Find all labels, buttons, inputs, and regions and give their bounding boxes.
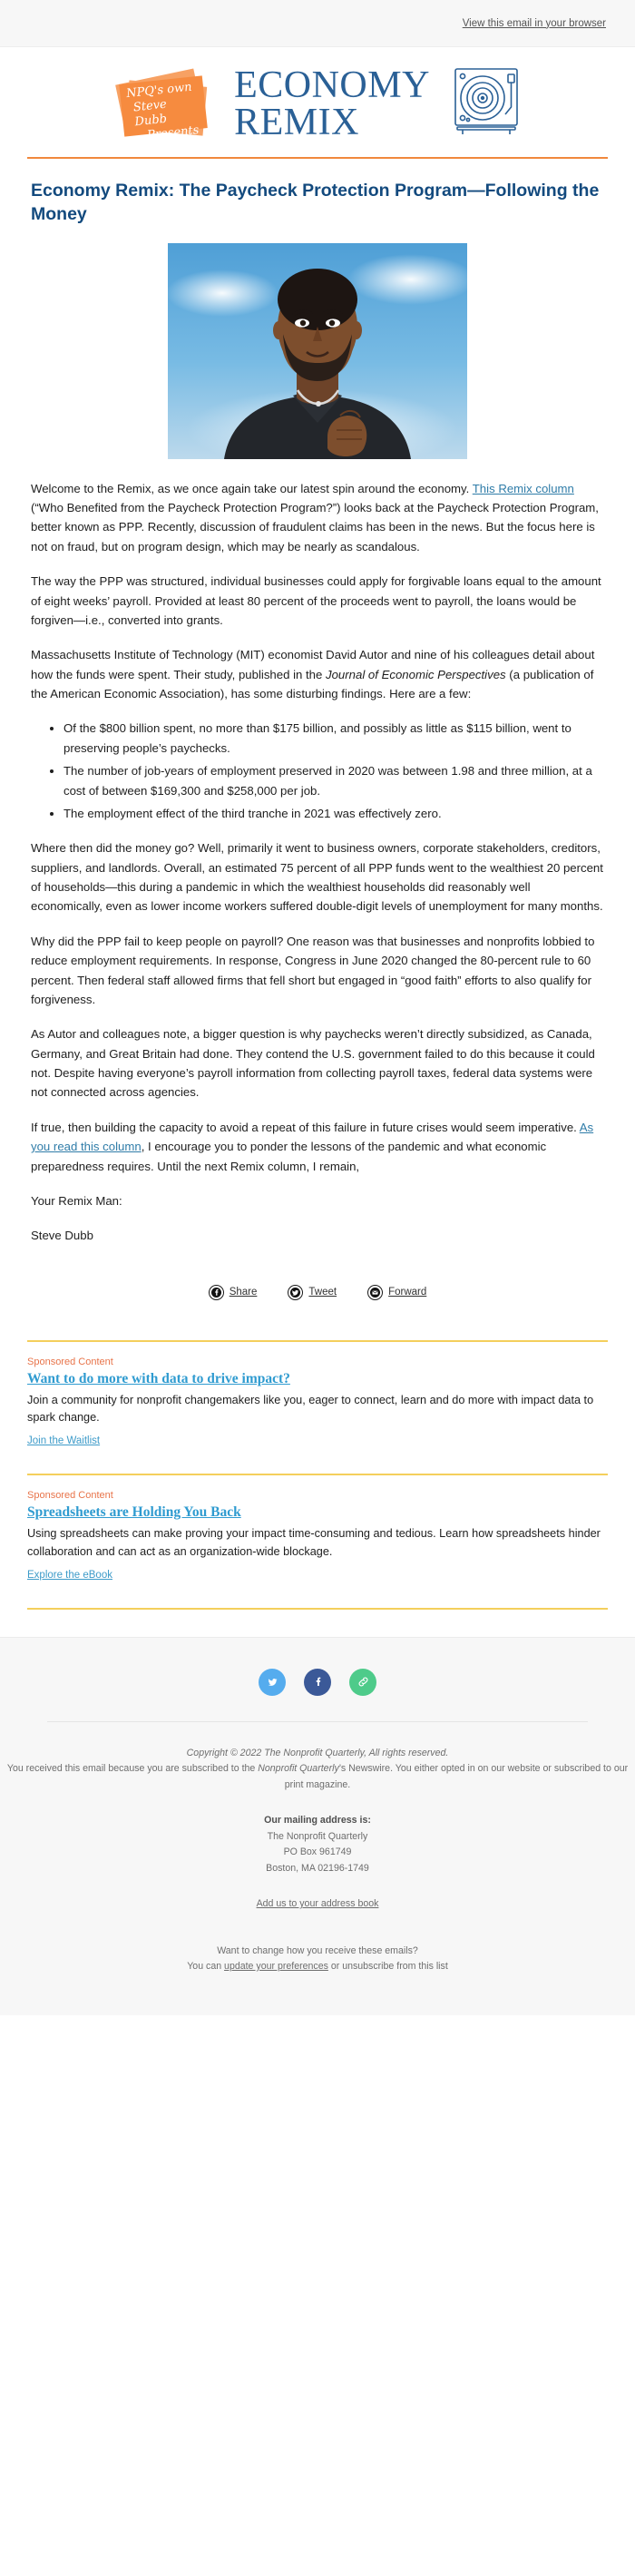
as-you-read-this-column-link[interactable]: As you read this column (31, 1120, 594, 1154)
paragraph-text: (“Who Benefited from the Paycheck Protection Program?”) looks back at the Paycheck Protection Program, better known as PPP. Recently, discussion of fraudulent claims has been in the news. But the focus here is not on fraud, but on program design, which may be nearly as scandalous. (31, 501, 599, 553)
footer-address-block (0, 1813, 635, 1876)
update-preferences-link[interactable]: update your preferences (224, 1961, 328, 1973)
facebook-icon (209, 1285, 224, 1300)
turntable-icon (454, 67, 519, 141)
reason-prefix: You received this email because you are subscribed to the (6, 1763, 259, 1775)
address-line: The Nonprofit Quarterly (267, 1830, 368, 1842)
paragraph-text: Why did the PPP fail to keep people on payroll? One reason was that businesses and nonprofits lobbied to reduce employment requirements. In response, Congress in June 2020 changed the 80-percent rule to 60 percent. Then federal staff allowed firms that fell short but engaged in “good faith” efforts to also qualify for forgiveness. (31, 934, 595, 1006)
view-in-browser-link[interactable]: View this email in your browser (462, 17, 606, 29)
footer-social-row (0, 1669, 635, 1696)
footer-divider (47, 1721, 588, 1722)
sponsored-kicker: Sponsored Content (27, 1490, 113, 1502)
sticker-line-2: Steve Dubb (132, 97, 168, 129)
paragraph-text: Welcome to the Remix, as we once again take our latest spin around the economy. (31, 481, 473, 495)
sticker-line-1: NPQ's own (125, 80, 193, 101)
sponsored-headline-link[interactable]: Spreadsheets are Holding You Back (27, 1504, 241, 1521)
footer-website-link-button[interactable] (349, 1669, 376, 1696)
paragraph (31, 838, 604, 916)
share-label: Share (229, 1287, 258, 1298)
preferences-question: Want to change how you receive these emails? (217, 1944, 418, 1956)
signoff-name: Steve Dubb (31, 1229, 93, 1243)
share-twitter-button[interactable] (288, 1285, 337, 1300)
share-label: Forward (388, 1287, 427, 1298)
paragraph (31, 645, 604, 703)
list-item: • The number of job-years of employment preserved in 2020 was between 1.98 and three million, at a cost of between $169,300 and $258,000 per job. (64, 761, 604, 800)
address-line: Boston, MA 02196-1749 (266, 1862, 369, 1874)
sticker-line-3: Presents (146, 122, 200, 142)
sponsored-headline-link[interactable]: Want to do more with data to drive impact? (27, 1370, 290, 1386)
paragraph-text: Massachusetts Institute of Technology (MIT) economist David Autor and nine of his colleagues detail about how the funds were spent. Their study, published in the (31, 648, 595, 681)
reason-suffix: ’s Newswire. You either opted in on our website or subscribed to our print magazine. (284, 1763, 629, 1790)
address-line: PO Box 961749 (283, 1846, 352, 1858)
paragraph-text: The way the PPP was structured, individual businesses could apply for forgivable loans equal to the amount of eight weeks’ payroll. Provided at least 80 percent of the proceeds went to payroll, the loans would be forgiven—i.e., converted into grants. (31, 574, 601, 627)
sponsored-kicker: Sponsored Content (27, 1356, 113, 1367)
this-remix-column-link[interactable]: This Remix column (472, 481, 574, 495)
preferences-suffix: or unsubscribe from this list (327, 1961, 448, 1973)
paragraph-text: , I encourage you to ponder the lessons of the pandemic and what economic preparedness requires. Until the next Remix column, I remain, (31, 1140, 547, 1173)
steve-dubb-sticker (116, 71, 210, 142)
sponsored-card (0, 1475, 635, 1595)
preferences-line (0, 1959, 635, 1974)
page-title: Economy Remix: The Paycheck Protection Program—Following the Money (31, 181, 600, 225)
article-paragraphs-top (31, 479, 604, 704)
footer-address-book-block (0, 1896, 635, 1912)
preferences-prefix: You can (187, 1961, 225, 1973)
address-title: Our mailing address is: (264, 1815, 371, 1827)
paragraph-text: As Autor and colleagues note, a bigger question is why paychecks weren’t directly subsidized, as Canada, Germany, and Great Britain had done. They contend the U.S. government failed to do this because it could not. Despite having everyone’s payroll information from collecting payroll taxes, federal data systems were not connected across agencies. (31, 1027, 595, 1100)
hero-image (168, 243, 467, 459)
share-row (0, 1261, 635, 1327)
footer-twitter-button[interactable] (259, 1669, 286, 1696)
paragraph-text: If true, then building the capacity to avoid a repeat of this failure in future crises would seem imperative. (31, 1120, 580, 1134)
list-item: • Of the $800 billion spent, no more than $175 billion, and possibly as little as $115 billion, went to preserving people’s paychecks. (64, 719, 604, 758)
sponsored-description: Join a community for nonprofit changemakers like you, eager to connect, learn and do more with impact data to spark change. (27, 1393, 594, 1424)
share-forward-button[interactable] (367, 1285, 426, 1300)
sponsored-spacer (0, 1610, 635, 1633)
signoff-lead: Your Remix Man: (31, 1193, 122, 1208)
economy-remix-wordmark (234, 64, 430, 143)
share-label: Tweet (308, 1287, 337, 1298)
journal-title: Journal of Economic Perspectives (326, 667, 506, 681)
sponsored-cta-link[interactable]: Explore the eBook (27, 1569, 112, 1581)
paragraph (31, 479, 604, 557)
footer-facebook-button[interactable] (304, 1669, 331, 1696)
wordmark-line-remix: REMIX (234, 101, 359, 143)
paragraph (31, 1024, 604, 1102)
paragraph (31, 932, 604, 1010)
footer-subscription-reason (0, 1761, 635, 1793)
findings-list (31, 719, 604, 823)
wordmark-line-economy: ECONOMY (234, 64, 430, 107)
sponsored-content-section (0, 1340, 635, 1637)
masthead (0, 47, 635, 157)
paragraph-text: Where then did the money go? Well, primarily it went to business owners, corporate stakeholders, creditors, suppliers, and landlords. Overall, an estimated 75 percent of all PPP funds went to the wealthiest 20 percent of households—this during a pandemic in which the wealthiest households did reasonably well economically, even as lower income workers suffered double-digit levels of unemployment for many months. (31, 841, 603, 914)
footer-copyright: Copyright © 2022 The Nonprofit Quarterly, All rights reserved. (186, 1747, 449, 1758)
preheader-bar (0, 0, 635, 47)
article-paragraphs-bottom (31, 838, 604, 1245)
sticker-front (119, 75, 208, 142)
footer (0, 1637, 635, 2015)
paragraph-text: (a publication of the American Economic Association), has some disturbing findings. Here are a few: (31, 667, 594, 700)
sponsored-cta-link[interactable]: Join the Waitlist (27, 1435, 101, 1447)
email-body (0, 47, 635, 2015)
paragraph (31, 572, 604, 630)
share-facebook-button[interactable] (209, 1285, 258, 1300)
article-section (0, 159, 635, 1246)
sponsored-card (0, 1342, 635, 1462)
paragraph (31, 1118, 604, 1176)
twitter-icon (288, 1285, 303, 1300)
footer-preferences-block (0, 1944, 635, 1975)
list-item: • The employment effect of the third tranche in 2021 was effectively zero. (64, 804, 604, 823)
reason-publication: Nonprofit Quarterly (258, 1763, 339, 1775)
envelope-icon (367, 1285, 383, 1300)
add-to-address-book-link[interactable]: Add us to your address book (256, 1898, 379, 1910)
sponsored-description: Using spreadsheets can make proving your impact time-consuming and tedious. Learn how spreadsheets hinder collaboration and can act as an organization-wide blockage. (27, 1527, 601, 1558)
